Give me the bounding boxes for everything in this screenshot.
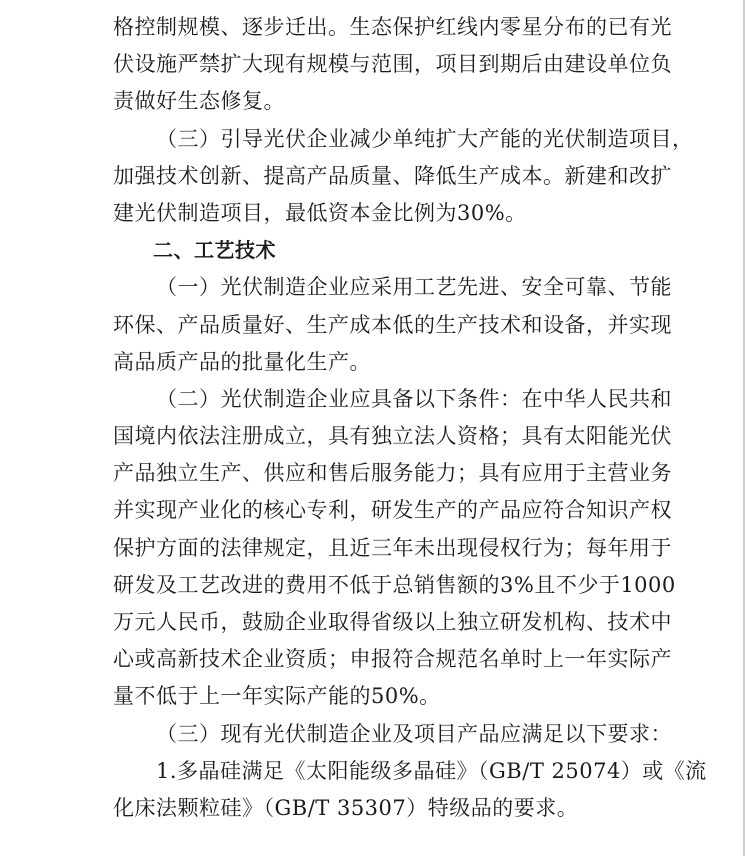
paragraph-guide-enterprises xyxy=(113,121,694,233)
text-line: 产品独立生产、供应和售后服务能力；具有应用于主营业务 xyxy=(113,461,672,486)
paragraph-product-requirements xyxy=(113,716,672,753)
text-line: 加强技术创新、提高产品质量、降低生产成本。新建和改扩 xyxy=(113,163,672,188)
text-line: 伏设施严禁扩大现有规模与范围，项目到期后由建设单位负 xyxy=(113,52,672,77)
text-line: （三）引导光伏企业减少单纯扩大产能的光伏制造项目， xyxy=(156,126,694,151)
text-line: 化床法颗粒硅》（GB/T 35307）特级品的要求。 xyxy=(113,795,579,820)
text-line: 责做好生态修复。 xyxy=(113,89,285,114)
text-line: （一）光伏制造企业应采用工艺先进、安全可靠、节能 xyxy=(156,275,672,300)
text-line: 研发及工艺改进的费用不低于总销售额的3%且不少于1000 xyxy=(113,572,676,597)
paragraph-ecological-protection xyxy=(113,9,672,121)
text-line: 心或高新技术企业资质；申报符合规范名单时上一年实际产 xyxy=(113,647,672,672)
paragraph-process-technology xyxy=(113,269,672,381)
text-line: 高品质产品的批量化生产。 xyxy=(113,349,371,374)
document-body xyxy=(113,9,707,827)
text-line: 并实现产业化的核心专利，研发生产的产品应符合知识产权 xyxy=(113,498,672,523)
text-line: 环保、产品质量好、生产成本低的生产技术和设备，并实现 xyxy=(113,312,672,337)
paragraph-enterprise-conditions xyxy=(113,381,676,716)
text-line: 建光伏制造项目，最低资本金比例为30%。 xyxy=(113,200,527,225)
text-line: （二）光伏制造企业应具备以下条件：在中华人民共和 xyxy=(156,386,672,411)
text-line: 万元人民币，鼓励企业取得省级以上独立研发机构、技术中 xyxy=(113,610,672,634)
paragraph-polysilicon xyxy=(113,753,707,827)
text-line: 格控制规模、逐步迁出。生态保护红线内零星分布的已有光 xyxy=(113,15,672,39)
text-line: （三）现有光伏制造企业及项目产品应满足以下要求： xyxy=(156,721,672,746)
text-line: 1.多晶硅满足《太阳能级多晶硅》（GB/T 25074）或《流 xyxy=(156,758,707,783)
text-line: 保护方面的法律规定，且近三年未出现侵权行为；每年用于 xyxy=(113,535,672,560)
text-line: 国境内依法注册成立，具有独立法人资格；具有太阳能光伏 xyxy=(113,424,672,449)
section-heading: 二、工艺技术 xyxy=(153,238,276,263)
text-line: 量不低于上一年实际产能的50%。 xyxy=(113,684,441,709)
